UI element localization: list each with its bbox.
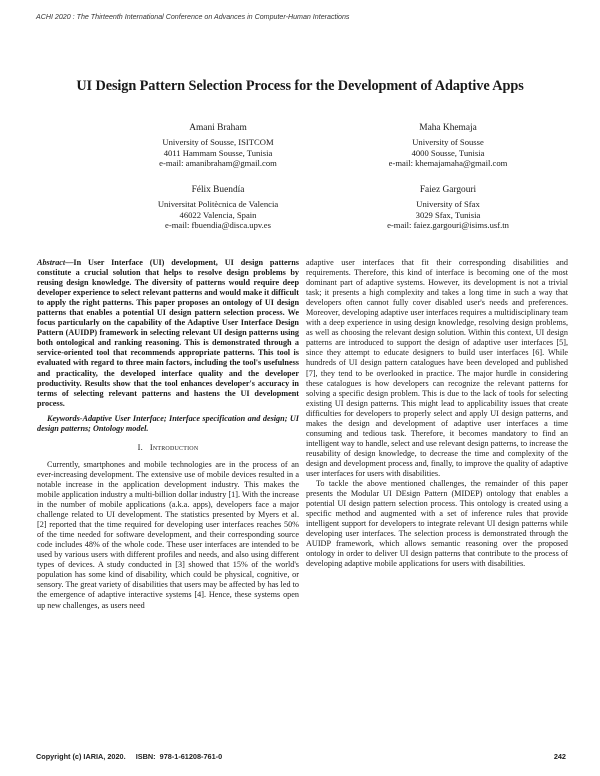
keywords: Keywords-Adaptive User Interface; Interface specification and design; UI design patterns; Ontology model. [37,413,299,433]
author-name: Maha Khemaja [419,123,477,133]
intro-paragraph: Currently, smartphones and mobile technologies are in the process of an ever-increasing development. The extensive use of mobile devices resulted in a notable increase in the application development industry. This makes the mobile application industry a multi-billion dollar industry [1]. With the increase in the number of mobile applications (a.k.a. apps), developers face a major challenge related to UI development. The statistics presented by Myers et al. [2] reported that the time required for developing user interfaces reaches 50% of the time needed for software development, and their corresponding source code includes 48% of the whole code. These user interfaces are intended to be used by various users with different profiles and needs, and also using different types of devices. A study conducted in [3] showed that 15% of the world's population has some kind of disability, which could be physical, cognitive, or sensory. The great variety of disabilities that users may be affected by has led to the emergence of adaptive interactive systems [4]. Hence, these systems open up new challenges, as users need [37,459,299,610]
author-affiliation: University of Sousse [412,136,484,147]
author-affiliation: University of Sousse, ISITCOM [162,136,274,147]
copyright-notice: Copyright (c) IARIA, 2020. ISBN: 978-1-61208-761-0 [36,752,223,761]
paper-title: UI Design Pattern Selection Process for the Development of Adaptive Apps [76,78,524,94]
right-column [306,258,568,569]
author-email: e-mail: khemajamaha@gmail.com [388,158,508,169]
author-email: e-mail: amanibraham@gmail.com [159,158,277,169]
author-block [98,185,338,231]
section-heading [37,443,299,453]
abstract-text: —In User Interface (UI) development, UI design patterns constitute a crucial solution that helps to resolve design problems by reusing design knowledge. The diversity of patterns would require deep developer experience to select relevant patterns and would make it difficult to apply the right patterns. This paper proposes an ontology of UI design patterns that enables a potential UI design pattern selection process. We focus particularly on the capability of the Adaptive User Interface Design Pattern (AUIDP) framework in selecting relevant UI design patterns using both ontological and ranking reasoning. This is demonstrated through a service-oriented tool that recommends appropriate patterns. This tool is evaluated with regard to three main factors, including the tool's usefulness and practicality, the developed interface quality and the developer productivity. Results show that the tool enhances developer's accuracy in terms of selecting relevant patterns and hastens the UI development process. [37,258,299,408]
section-number: I. [137,442,143,452]
author-email: e-mail: fbuendia@disca.upv.es [165,220,271,231]
author-address: 4011 Hammam Sousse, Tunisia [163,147,273,158]
author-name: Faiez Gargouri [419,185,477,195]
author-name: Amani Braham [189,123,247,133]
author-block [98,123,338,169]
page-number: 242 [553,752,566,761]
author-block [328,185,568,231]
intro-paragraph-continued: adaptive user interfaces that fit their corresponding disabilities and requirements. Therefore, this kind of interface is becoming one of the most dominant part of adaptive systems. However, its development is not a trivial task; it presents a high complexity and takes a long time in such a way that developers often cannot fully cover disabled user's needs and preferences. Moreover, developing adaptive user interfaces requires a multidisciplinary team with a deep experience in using design knowledge, resolving design problems, as well as choosing the relevant design solution. Within this context, UI design patterns are introduced to support the design of adaptive user interfaces [5], since they attempt to educate designers to build user interfaces [6]. While hundreds of UI design pattern catalogues have been developed and published [7], they tend to be overlooked in practice. The major hurdle in considering these catalogues is how developers can recognize the relevant patterns for solving a specific design problem. This is due to the lack of tools for selecting existing UI design patterns. This might lead to applicability issues that create difficulties for developers to properly select and apply UI design patterns, and makes the design and development of adaptive user interfaces a time consuming and tedious task. Therefore, it becomes mandatory to find an intelligent way to handle, select and use relevant design patterns, to increase the reusability of design knowledge, to decrease the time and complexity of the design and development process and, finally, to improve the quality of adaptive user interfaces for users with disabilities. [306,258,568,478]
author-affiliation: University of Sfax [416,198,480,209]
author-address: 46022 Valencia, Spain [179,209,257,220]
author-email: e-mail: faiez.gargouri@isims.usf.tn [387,220,509,231]
section-title: Introduction [149,442,199,452]
running-header: ACHI 2020 : The Thirteenth International Conference on Advances in Computer-Human Interactions [36,13,350,21]
left-column [37,258,299,611]
author-address: 4000 Sousse, Tunisia [411,147,485,158]
author-block [328,123,568,169]
author-address: 3029 Sfax, Tunisia [415,209,481,220]
author-name: Félix Buendía [191,185,245,195]
author-affiliation: Universitat Politècnica de Valencia [157,198,279,209]
abstract-lead: Abstract [37,258,66,267]
intro-paragraph: To tackle the above mentioned challenges, the remainder of this paper presents the Modular UI DEsign Pattern (MIDEP) ontology that enables a potential UI design pattern selection process. This ontology is created using a specific method and augmented with a set of inference rules that provide intelligent support for developers to integrate relevant UI design patterns while developing user interfaces. The selection process is demonstrated through the AUIDP framework, which allows semantic reasoning over the proposed ontology in order to deliver UI design patterns that contribute to the process of developing adaptive mobile applications for users with disabilities. [306,479,568,569]
abstract [37,258,299,409]
